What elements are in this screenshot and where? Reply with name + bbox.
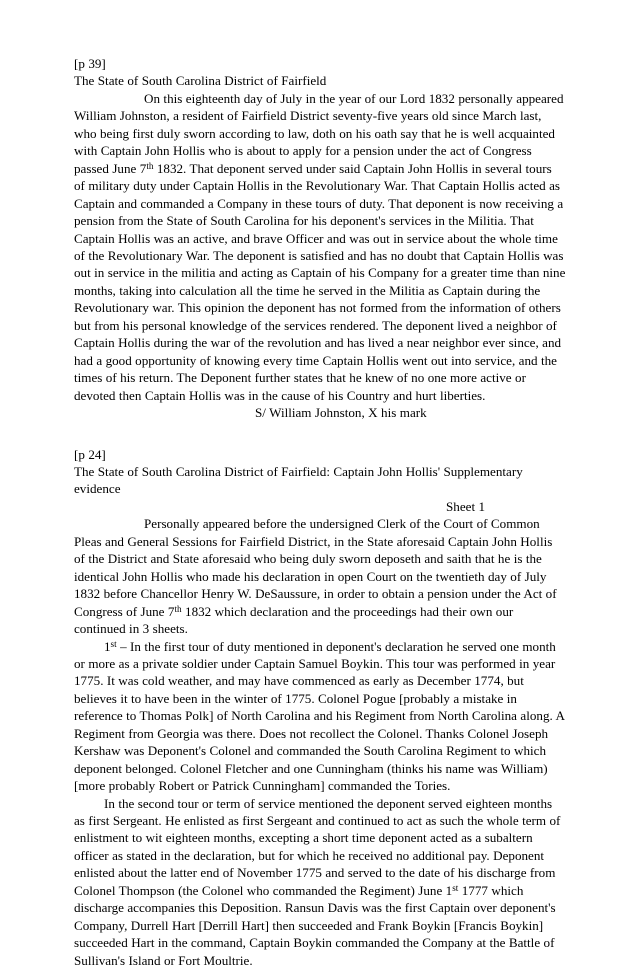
page-marker-p24: [p 24] <box>74 446 106 462</box>
ordinal-suffix-th-congress-act: th <box>146 160 154 171</box>
ordinal-suffix-th-act-of-congress: th <box>174 603 182 614</box>
section-spacer <box>74 422 566 446</box>
document-text-body <box>74 55 566 969</box>
paragraph-personally-appeared <box>74 515 566 637</box>
section-heading-p24: The State of South Carolina District of Fairfield: Captain John Hollis' Supplementary evidence <box>74 463 523 497</box>
personally-appeared-part-2: 1832 which declaration and the proceedings had their own our continued in 3 sheets. <box>74 603 514 637</box>
ordinal-suffix-st-first-tour: st <box>110 638 117 649</box>
second-tour-part-2: 1777 which discharge accompanies this Deposition. Ransun Davis was the first Captain over deponent's Company, Durrell Hart [Derrill Hart] then succeeded and Frank Boykin [Francis Boykin] succeeded Hart in the command, Captain Boykin commanded the Company at the Battle of Sullivan's Island or Fort Moultrie. <box>74 882 556 968</box>
second-tour-part-1: In the second tour or term of service mentioned the deponent served eighteen months as first Sergeant. He enlisted as first Sergeant and continued to act as such the whole term of enlistment to wit eighteen months, excepting a short time deponent acted as a subaltern officer as stated in the declaration, but for which he received no additional pay. Deponent enlisted about the latter end of November 1775 and served to the date of his discharge from Colonel Thompson (the Colonel who commanded the Regiment) June 1 <box>74 795 561 898</box>
first-tour-ordinal-number: 1 <box>104 638 111 654</box>
johnston-text-part-2: 1832. That deponent served under said Captain John Hollis in several tours of military duty under Captain Hollis in the Revolutionary War. That Captain Hollis acted as Captain and commanded a Company in these tours of duty. That deponent is now receiving a pension from the State of South Carolina for his deponent's services in the Militia. That Captain Hollis was an active, and brave Officer and was out in service about the whole time of the Revolutionary War. The deponent is satisfied and has no doubt that Captain Hollis was out in service in the militia and acting as Captain of his Company for a greater time than nine months, taking into calculation all the time he served in the Militia as Captain during the Revolutionary war. This opinion the deponent has not formed from the information of others but from his personal knowledge of the services rendered. The deponent lived a neighbor of Captain Hollis during the war of the revolution and has lived a near neighbor ever since, and had a good opportunity of knowing every time Captain Hollis went out into service, and the times of his return. The Deponent further states that he knew of no one more active or devoted then Captain Hollis was in the cause of his Country and hurt liberties. <box>74 160 566 403</box>
paragraph-second-tour <box>74 795 566 969</box>
paragraph-johnston-deposition <box>74 90 566 404</box>
paragraph-first-tour <box>74 638 566 795</box>
section-p39 <box>74 55 566 422</box>
section-p24 <box>74 446 566 969</box>
page-marker-p39: [p 39] <box>74 56 106 71</box>
signature-william-johnston: S/ William Johnston, X his mark <box>255 405 427 421</box>
johnston-text-part-1: On this eighteenth day of July in the year of our Lord 1832 personally appeared William Johnston, a resident of Fairfield District seventy-five years old since March last, who being first duly sworn according to law, doth on his oath say that he is well acquainted with Captain John Hollis who is about to apply for a pension under the act of Congress passed June 7 <box>74 90 564 176</box>
section-heading-p39: The State of South Carolina District of Fairfield <box>74 73 327 89</box>
ordinal-suffix-st-discharge-date: st <box>452 883 459 893</box>
personally-appeared-part-1: Personally appeared before the undersigned Clerk of the Court of Common Pleas and General Sessions for Fairfield District, in the State aforesaid Captain John Hollis of the District and State aforesaid who being duly sworn deposeth and saith that he is the identical John Hollis who made his declaration in open Court on the twentieth day of July 1832 before Chancellor Henry W. DeSaussure, in order to obtain a pension under the Act of Congress of June 7 <box>74 516 557 619</box>
sheet-label: Sheet 1 <box>446 498 486 514</box>
first-tour-text: – In the first tour of duty mentioned in deponent's declaration he served one month or more as a private soldier under Captain Samuel Boykin. This tour was performed in year 1775. It was cold weather, and may have commenced as early as December 1774, but believes it to have been in the winter of 1775. Colonel Pogue [probably a mistake in reference to Thomas Polk] of North Carolina and his Regiment from North Carolina along. A Regiment from Georgia was there. Does not recollect the Colonel. Thanks Colonel Joseph Kershaw was Deponent's Colonel and commanded the South Carolina Regiment to which deponent belonged. Colonel Fletcher and one Cunningham (thinks his name was William) [more probably Robert or Patrick Cunningham] commanded the Tories. <box>74 638 565 794</box>
